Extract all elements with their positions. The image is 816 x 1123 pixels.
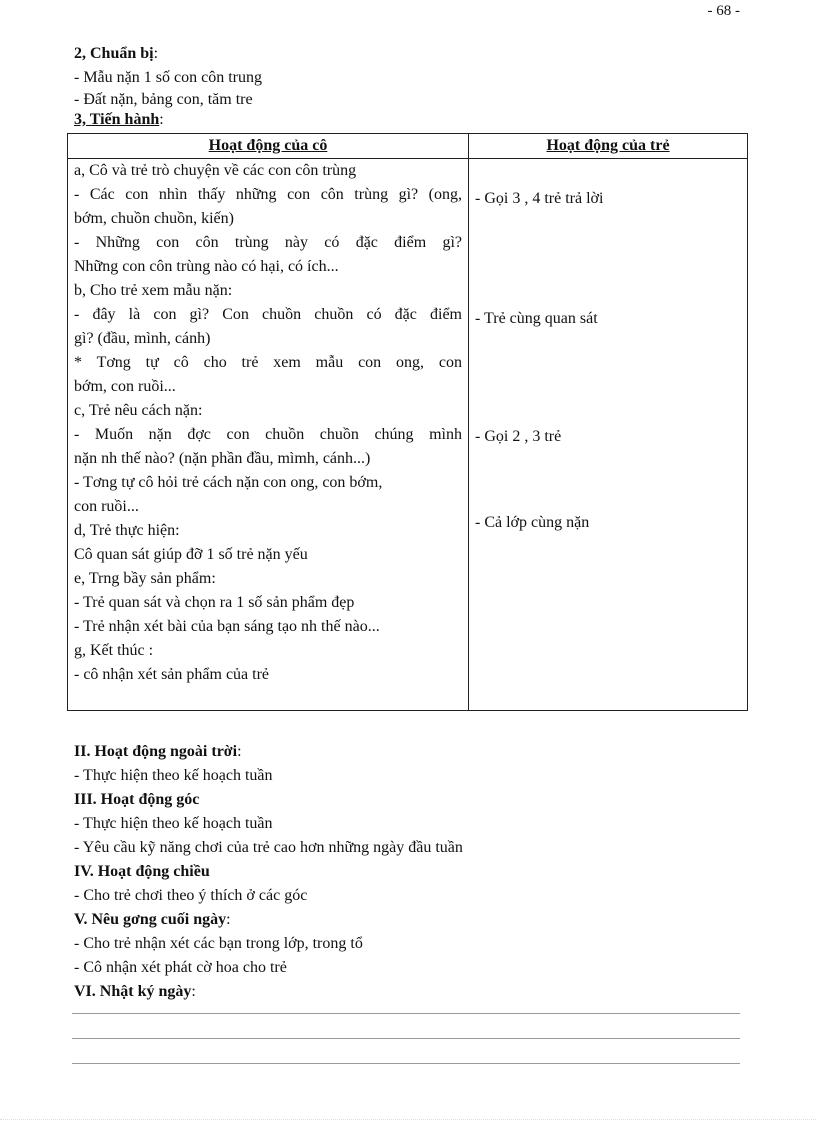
section-heading <box>74 860 749 884</box>
section-title: V. Nêu gơng cuối ngày <box>74 911 227 928</box>
section-title: VI. Nhật ký ngày <box>74 983 192 1000</box>
diary-writing-line <box>72 1063 740 1064</box>
child-activity-item: - Gọi 3 , 4 trẻ trả lời <box>475 190 604 207</box>
activity-line: - Trẻ quan sát và chọn ra 1 số sản phẩm đẹp <box>74 594 355 611</box>
teacher-activity-cell <box>68 159 469 711</box>
daily-sections <box>74 740 749 1004</box>
section-heading <box>74 980 749 1004</box>
activity-line: - Những con côn trùng này có đặc điểm gì? <box>74 234 462 251</box>
activity-line: Cô quan sát giúp đỡ 1 số trẻ nặn yếu <box>74 546 308 563</box>
page-number: - 68 - <box>707 3 740 19</box>
activity-line: bớm, con ruồi... <box>74 378 176 395</box>
section-title-suffix: : <box>191 983 196 1000</box>
prep-title: 2, Chuẩn bị <box>74 45 154 62</box>
section-heading <box>74 908 749 932</box>
diary-writing-line <box>72 1038 740 1039</box>
child-activity-item: - Gọi 2 , 3 trẻ <box>475 428 562 445</box>
diary-writing-line <box>72 1013 740 1014</box>
activity-line: bớm, chuồn chuồn, kiến) <box>74 210 234 227</box>
activity-line: e, Trng bầy sản phẩm: <box>74 570 216 587</box>
activity-line: d, Trẻ thực hiện: <box>74 522 180 539</box>
section-title: III. Hoạt động góc <box>74 791 200 808</box>
activity-line: nặn nh thế nào? (nặn phần đầu, mìmh, cánh...) <box>74 450 371 467</box>
section-title: II. Hoạt động ngoài trời <box>74 743 238 760</box>
prep-heading <box>74 42 749 66</box>
activity-line: - Muốn nặn đợc con chuồn chuồn chúng mình <box>74 426 462 443</box>
preparation-block <box>74 42 749 130</box>
activity-line: con ruồi... <box>74 498 139 515</box>
activity-table <box>67 133 748 711</box>
child-activity-item: - Trẻ cùng quan sát <box>475 310 598 327</box>
table-body-row <box>68 159 748 711</box>
process-heading <box>74 110 749 130</box>
child-activity-item: - Cả lớp cùng nặn <box>475 514 590 531</box>
header-teacher-activity: Hoạt động của cô <box>68 134 469 159</box>
activity-line: Những con côn trùng nào có hại, có ích... <box>74 258 339 275</box>
process-title-suffix: : <box>159 111 164 128</box>
section-title: IV. Hoạt động chiều <box>74 863 210 880</box>
page-bottom-rule <box>0 1119 816 1120</box>
activity-line: - cô nhận xét sản phẩm của trẻ <box>74 666 270 683</box>
activity-line: - Trẻ nhận xét bài của bạn sáng tạo nh thế nào... <box>74 618 380 635</box>
section-item: - Thực hiện theo kế hoạch tuần <box>74 767 273 784</box>
section-item: - Cho trẻ nhận xét các bạn trong lớp, trong tổ <box>74 935 363 952</box>
section-item: - Cô nhận xét phát cờ hoa cho trẻ <box>74 959 287 976</box>
activity-line: - Tơng tự cô hỏi trẻ cách nặn con ong, con bớm, <box>74 474 383 491</box>
process-title: 3, Tiến hành <box>74 111 160 128</box>
table-header-row <box>68 134 748 159</box>
section-item: - Cho trẻ chơi theo ý thích ở các góc <box>74 887 308 904</box>
activity-line: c, Trẻ nêu cách nặn: <box>74 402 203 419</box>
section-title-suffix: : <box>237 743 242 760</box>
activity-line: g, Kết thúc : <box>74 642 154 659</box>
prep-title-suffix: : <box>153 45 159 62</box>
activity-line: - đây là con gì? Con chuồn chuồn có đặc điểm <box>74 306 462 323</box>
section-heading <box>74 788 749 812</box>
activity-line: a, Cô và trẻ trò chuyện về các con côn trùng <box>74 162 357 179</box>
section-item: - Thực hiện theo kế hoạch tuần <box>74 815 273 832</box>
section-title-suffix: : <box>226 911 231 928</box>
prep-item: - Đất nặn, bảng con, tăm tre <box>74 91 253 108</box>
section-item: - Yêu cầu kỹ năng chơi của trẻ cao hơn những ngày đầu tuần <box>74 839 463 856</box>
header-child-activity: Hoạt động của trẻ <box>469 134 748 159</box>
section-heading <box>74 740 749 764</box>
activity-line: gì? (đầu, mình, cánh) <box>74 330 211 347</box>
activity-line: b, Cho trẻ xem mẫu nặn: <box>74 282 233 299</box>
prep-item: - Mẫu nặn 1 số con côn trung <box>74 69 262 86</box>
activity-line: * Tơng tự cô cho trẻ xem mẫu con ong, con <box>74 354 462 371</box>
activity-line: - Các con nhìn thấy những con côn trùng gì? (ong, <box>74 186 462 203</box>
